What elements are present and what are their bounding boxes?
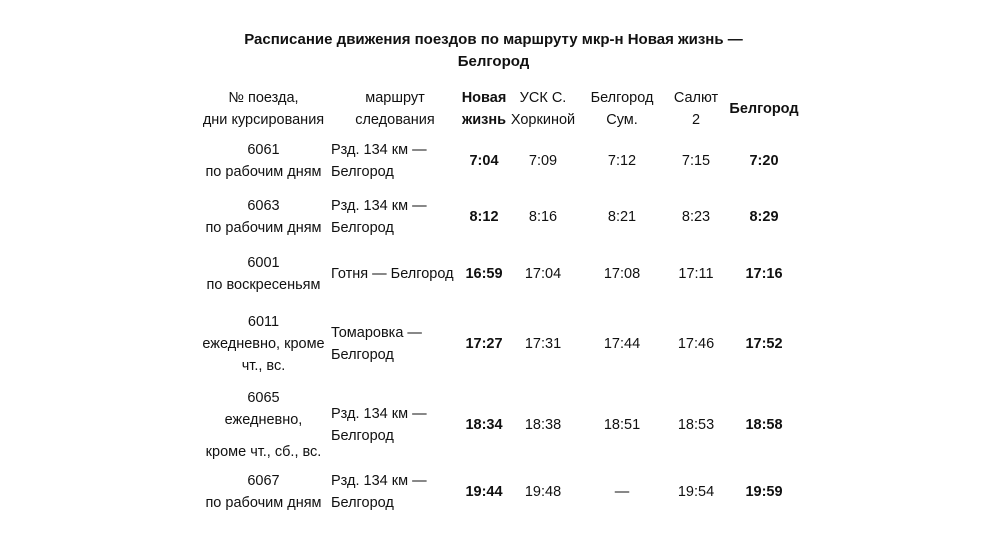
train-cell: [197, 245, 330, 303]
train-number: 6063: [247, 198, 280, 214]
train-days: по рабочим дням: [205, 220, 322, 236]
train-number: 6067: [247, 473, 280, 489]
route-line-1: Рзд. 134 км —: [331, 198, 427, 214]
route-line-1: Готня — Белгород: [331, 266, 454, 282]
time-belgorod: 18:58: [745, 416, 783, 433]
time-usk: 18:38: [524, 416, 562, 433]
train-days-extra: чт., вс.: [241, 358, 286, 374]
route-line-1: Рзд. 134 км —: [331, 142, 427, 158]
time-novaya-zhizn: 19:44: [465, 484, 503, 500]
header-route: [330, 85, 459, 133]
train-cell: [197, 303, 330, 385]
route-cell: [330, 385, 459, 464]
title-line-1: Расписание движения поездов по маршруту мкр-н Новая жизнь —: [244, 31, 743, 48]
header-route-line-2: следования: [355, 112, 435, 128]
route-cell: [330, 189, 459, 245]
header-row: [197, 85, 803, 133]
header-nz-line-1: Новая: [461, 90, 507, 106]
route-line-1: Рзд. 134 км —: [331, 405, 427, 422]
train-days-extra: кроме чт., сб., вс.: [205, 443, 322, 460]
page-title: [0, 29, 987, 73]
route-line-1: Рзд. 134 км —: [331, 473, 427, 489]
time-novaya-zhizn: 8:12: [469, 209, 499, 225]
train-days: по воскресеньям: [206, 277, 321, 293]
header-bs-line-2: Сум.: [606, 112, 638, 128]
route-cell: [330, 245, 459, 303]
route-line-2: Белгород: [331, 427, 394, 444]
route-cell: [330, 303, 459, 385]
header-salyut: [667, 85, 725, 133]
time-salyut: 8:23: [681, 209, 711, 225]
time-belgorod-sum: —: [614, 484, 630, 500]
table-row: [197, 133, 803, 189]
train-cell: [197, 385, 330, 464]
time-novaya-zhizn: 18:34: [465, 416, 503, 433]
time-salyut: 17:46: [677, 336, 715, 352]
table-row: [197, 189, 803, 245]
route-line-2: Белгород: [331, 220, 394, 236]
time-belgorod-sum: 8:21: [607, 209, 637, 225]
header-usk-line-2: Хоркиной: [510, 112, 576, 128]
time-usk: 19:48: [524, 484, 562, 500]
header-belgorod-sum: [577, 85, 667, 133]
time-usk: 17:04: [524, 266, 562, 282]
header-sal-line-2: 2: [691, 112, 701, 128]
time-belgorod: 17:52: [745, 336, 783, 352]
time-salyut: 18:53: [677, 416, 715, 433]
time-novaya-zhizn: 7:04: [469, 153, 499, 169]
time-belgorod-sum: 18:51: [603, 416, 641, 433]
train-cell: [197, 464, 330, 520]
time-salyut: 7:15: [681, 153, 711, 169]
time-belgorod-sum: 17:08: [603, 266, 641, 282]
time-novaya-zhizn: 17:27: [465, 336, 503, 352]
route-cell: [330, 133, 459, 189]
time-belgorod: 7:20: [749, 153, 779, 169]
route-line-2: Белгород: [331, 164, 394, 180]
train-number: 6001: [247, 255, 280, 271]
time-belgorod: 17:16: [745, 266, 783, 282]
train-number: 6061: [247, 142, 280, 158]
header-belgorod: Белгород: [729, 101, 799, 117]
time-usk: 17:31: [524, 336, 562, 352]
route-line-1: Томаровка —: [331, 325, 422, 341]
time-novaya-zhizn: 16:59: [465, 266, 503, 282]
train-days: по рабочим дням: [205, 495, 322, 511]
header-sal-line-1: Салют: [673, 90, 719, 106]
route-line-2: Белгород: [331, 347, 394, 363]
header-usk-line-1: УСК С.: [519, 90, 567, 106]
table-row: [197, 303, 803, 385]
time-usk: 7:09: [528, 153, 558, 169]
header-train: [197, 85, 330, 133]
time-salyut: 17:11: [678, 266, 714, 282]
route-cell: [330, 464, 459, 520]
table-row: [197, 464, 803, 520]
time-belgorod-sum: 7:12: [607, 153, 637, 169]
time-belgorod: 19:59: [745, 484, 783, 500]
header-bs-line-1: Белгород: [590, 90, 654, 106]
time-usk: 8:16: [528, 209, 558, 225]
train-number: 6011: [247, 314, 280, 330]
header-train-line-2: дни курсирования: [202, 112, 325, 128]
table-row: [197, 245, 803, 303]
train-days: по рабочим дням: [205, 164, 322, 180]
table-row: [197, 385, 803, 464]
header-route-line-1: маршрут: [365, 90, 425, 106]
schedule-table: [197, 85, 803, 520]
train-days: ежедневно,: [224, 411, 303, 428]
header-novaya-zhizn: [459, 85, 509, 133]
train-cell: [197, 189, 330, 245]
train-days: ежедневно, кроме: [202, 336, 325, 352]
header-nz-line-2: жизнь: [461, 112, 507, 128]
train-cell: [197, 133, 330, 189]
route-line-2: Белгород: [331, 495, 394, 511]
header-usk: [509, 85, 577, 133]
time-belgorod: 8:29: [749, 209, 779, 225]
header-train-line-1: № поезда,: [228, 90, 299, 106]
title-line-2: Белгород: [457, 53, 530, 70]
time-salyut: 19:54: [677, 484, 715, 500]
time-belgorod-sum: 17:44: [603, 336, 641, 352]
train-number: 6065: [247, 389, 280, 406]
